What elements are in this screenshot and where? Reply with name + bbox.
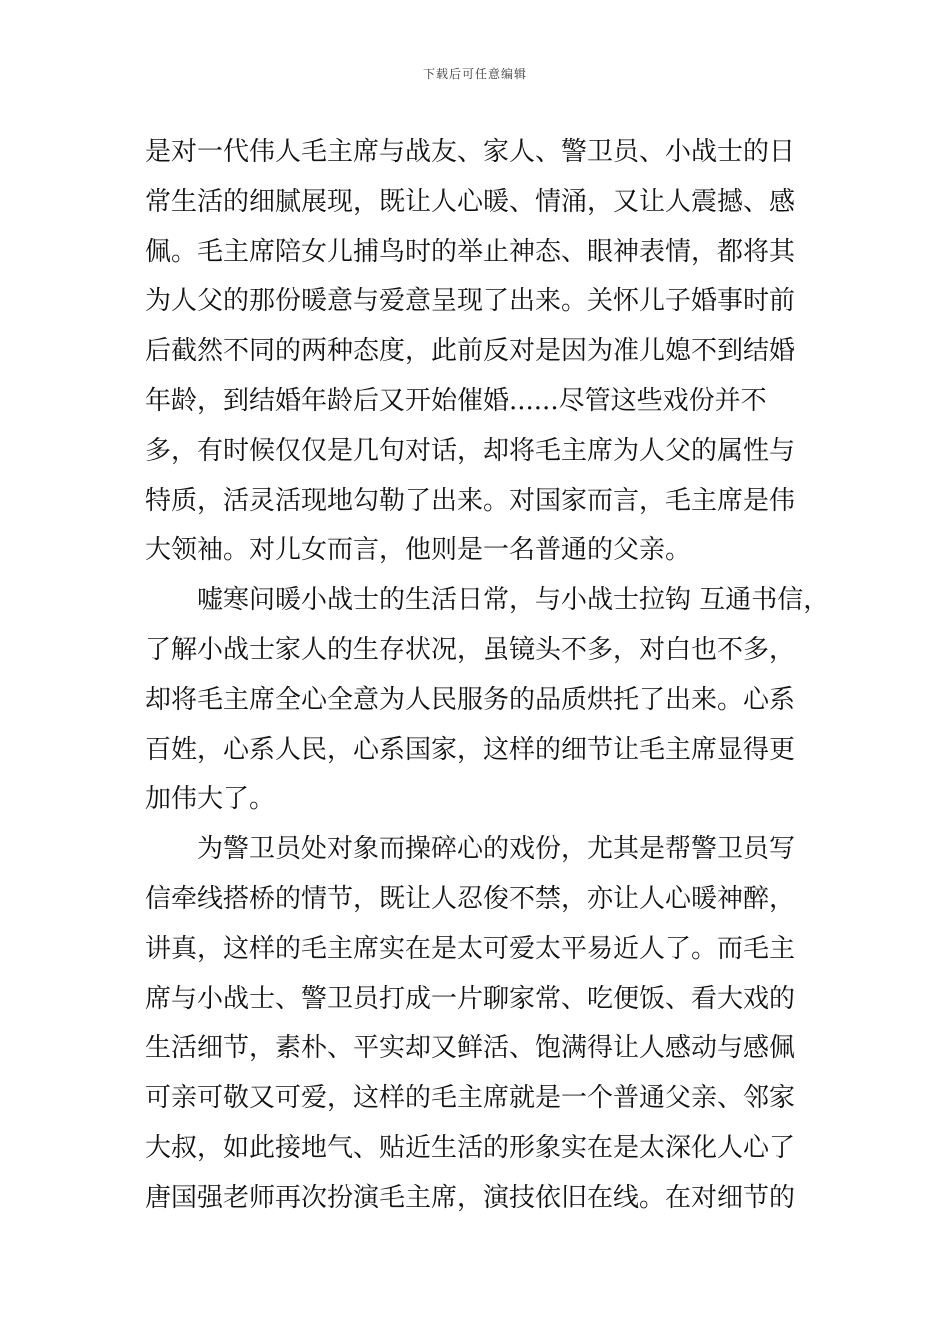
document-body <box>145 128 830 1224</box>
text-line: 佩。毛主席陪女儿捕鸟时的举止神态、眼神表情，都将其 <box>145 236 796 267</box>
text-line: 多，有时候仅仅是几句对话，却将毛主席为人父的属性与 <box>145 435 796 466</box>
text-line: 是对一代伟人毛主席与战友、家人、警卫员、小战士的日 <box>145 137 796 167</box>
text-line: 特质，活灵活现地勾勒了出来。对国家而言，毛主席是伟 <box>145 485 796 516</box>
paragraph-start-line: 嘘寒问暖小战士的生活日常，与小战士拉钩 互通书信， <box>197 585 830 616</box>
text-line: 讲真，这样的毛主席实在是太可爱太平易近人了。而毛主 <box>145 933 796 964</box>
text-line: 了解小战士家人的生存状况，虽镜头不多，对白也不多， <box>145 634 796 665</box>
text-line: 生活细节，素朴、平实却又鲜活、饱满得让人感动与感佩 <box>145 1033 796 1064</box>
text-line: 后截然不同的两种态度，此前反对是因为准儿媳不到结婚 <box>145 336 796 367</box>
text-line: 大领袖。对儿女而言，他则是一名普通的父亲。 <box>145 535 692 566</box>
text-line: 常生活的细腻展现，既让人心暖、情涌，又让人震撼、感 <box>145 186 796 217</box>
text-line: 为人父的那份暖意与爱意呈现了出来。关怀儿子婚事时前 <box>145 286 796 317</box>
text-line: 却将毛主席全心全意为人民服务的品质烘托了出来。心系 <box>145 684 796 715</box>
text-line: 信牵线搭桥的情节，既让人忍俊不禁，亦让人心暖神醉， <box>145 883 796 914</box>
text-line: 百姓，心系人民，心系国家，这样的细节让毛主席显得更 <box>145 734 796 765</box>
text-line: 席与小战士、警卫员打成一片聊家常、吃便饭、看大戏的 <box>145 983 796 1014</box>
text-line: 加伟大了。 <box>145 784 276 815</box>
paragraph-start-line: 为警卫员处对象而操碎心的戏份，尤其是帮警卫员写 <box>197 834 796 865</box>
text-line: 年龄，到结婚年龄后又开始催婚......尽管这些戏份并不 <box>145 385 767 416</box>
text-line: 唐国强老师再次扮演毛主席，演技依旧在线。在对细节的 <box>145 1182 796 1213</box>
text-line: 大叔，如此接地气、贴近生活的形象实在是太深化人心了 <box>145 1132 796 1163</box>
text-line: 可亲可敬又可爱，这样的毛主席就是一个普通父亲、邻家 <box>145 1083 796 1114</box>
page-header: 下载后可任意编辑 <box>422 67 527 81</box>
